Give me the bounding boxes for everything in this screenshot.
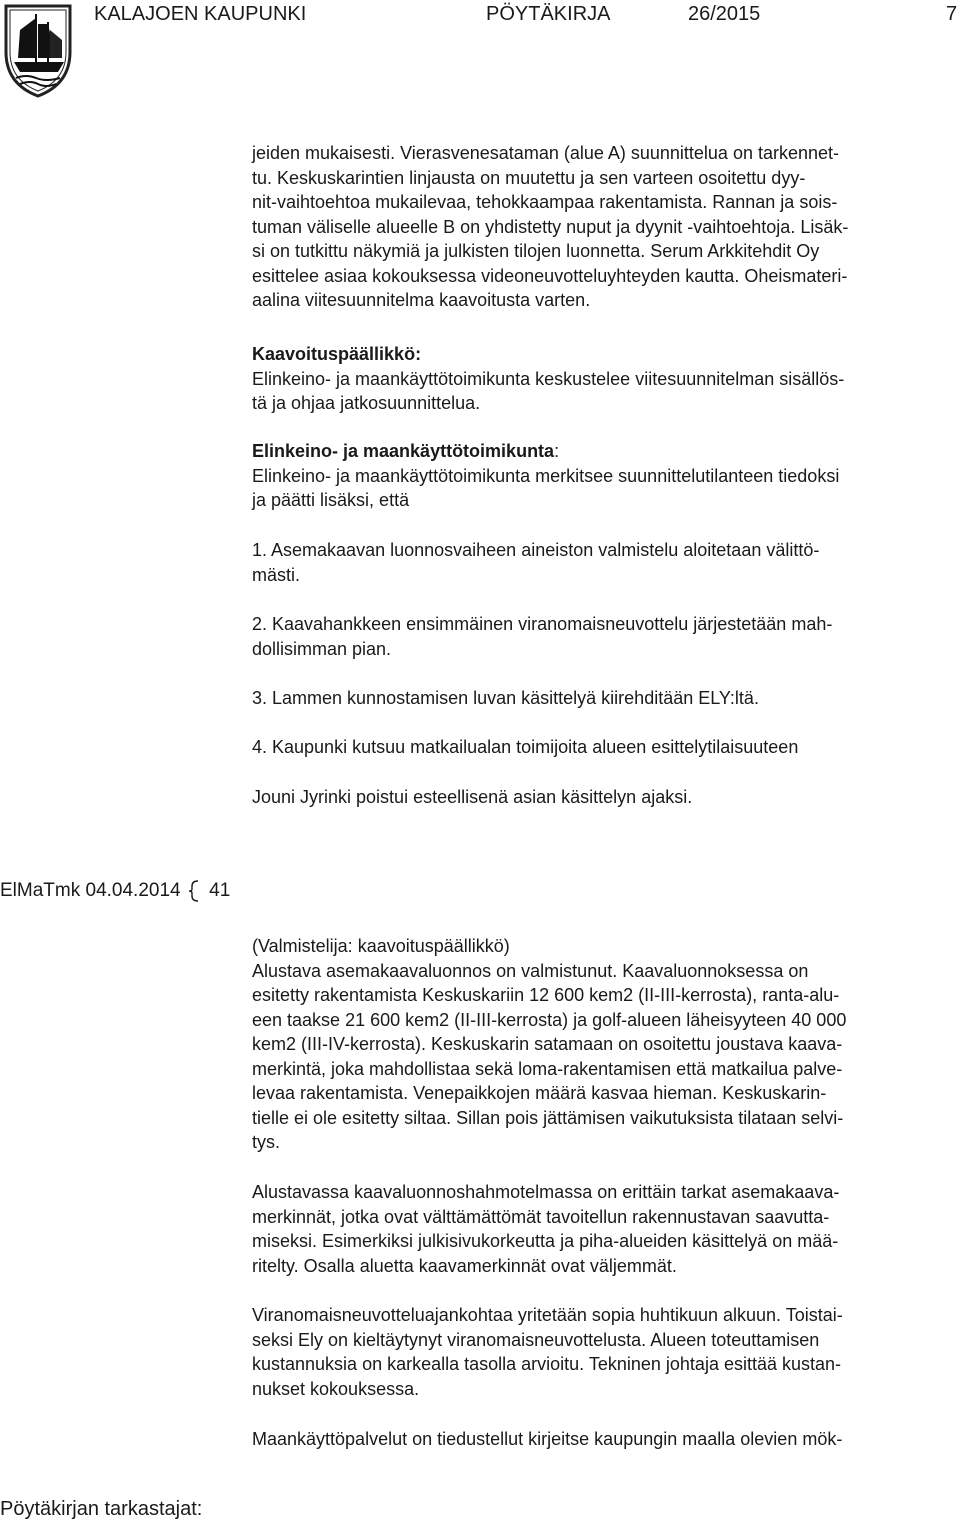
decision-note — [252, 785, 957, 810]
text-line: ritelty. Osalla aluetta kaavamerkinnät ovat väljemmät. — [252, 1255, 677, 1276]
meeting-reference — [0, 879, 230, 904]
text-line: tys. — [252, 1132, 281, 1152]
footer-reviewers-label: Pöytäkirjan tarkastajat: — [0, 1498, 203, 1520]
text-line: mästi. — [252, 564, 301, 585]
decision-item-3 — [252, 686, 957, 711]
text-line: 1. Asemakaavan luonnosvaiheen aineiston valmistelu aloitetaan välittö- — [252, 540, 820, 560]
decision-heading-colon: : — [554, 441, 560, 461]
decision-section — [252, 439, 957, 513]
text-line: Viranomaisneuvotteluajankohtaa yritetään sopia huhtikuun alkuun. Toistai- — [252, 1305, 843, 1325]
paragraph-4 — [252, 1427, 957, 1452]
text-line: nukset kokouksessa. — [252, 1378, 420, 1399]
decision-heading-row — [252, 439, 957, 464]
text-line: esittelee asiaa kokouksessa videoneuvotteluyhteyden kautta. Oheismateri- — [252, 265, 848, 286]
municipality-name: KALAJOEN KAUPUNKI — [94, 3, 307, 25]
text-line: tä ja ohjaa jatkosuunnittelua. — [252, 393, 481, 413]
text-line: jeiden mukaisesti. Vierasvenesataman (alue A) suunnittelua on tarkennet- — [252, 143, 840, 163]
preparer-line: (Valmistelija: kaavoituspäällikkö) — [252, 936, 510, 956]
text-line: si on tutkittu näkymiä ja julkisten tilojen luonnetta. Serum Arkkitehdit Oy — [252, 241, 820, 261]
text-line: Maankäyttöpalvelut on tiedustellut kirjeitse kaupungin maalla olevien mök- — [252, 1429, 843, 1449]
paragraph-2 — [252, 1180, 957, 1278]
section-brace-icon — [188, 880, 202, 902]
text-line: tielle ei ole esitetty siltaa. Sillan pois jättämisen vaikutuksista tilataan selvi- — [252, 1107, 844, 1128]
text-line: kem2 (III-IV-kerrosta). Keskuskarin satamaan on osoitettu joustava kaava- — [252, 1034, 843, 1054]
text-line: levaa rakentamista. Venepaikkojen määrä kasvaa hieman. Keskuskarin- — [252, 1083, 827, 1103]
decision-item-4 — [252, 735, 957, 760]
decision-item-1 — [252, 538, 957, 587]
decision-item-2 — [252, 612, 957, 661]
text-line: merkinnät, jotka ovat välttämättömät tavoitellun rakennustavan saavutta- — [252, 1206, 830, 1227]
text-line: 3. Lammen kunnostamisen luvan käsittelyä kiirehditään ELY:ltä. — [252, 688, 759, 708]
proposal-heading: Kaavoituspäällikkö: — [252, 344, 422, 364]
decision-heading: Elinkeino- ja maankäyttötoimikunta — [252, 441, 555, 461]
text-line: 4. Kaupunki kutsuu matkailualan toimijoita alueen esittelytilaisuuteen — [252, 737, 799, 757]
text-line: miseksi. Esimerkiksi julkisivukorkeutta ja piha-alueiden käsittelyä on mää- — [252, 1231, 839, 1251]
text-line: seksi Ely on kieltäytynyt viranomaisneuvottelusta. Alueen toteuttamisen — [252, 1329, 820, 1350]
paragraph-3 — [252, 1303, 957, 1401]
text-line: 2. Kaavahankkeen ensimmäinen viranomaisneuvottelu järjestetään mah- — [252, 614, 833, 634]
text-line: Jouni Jyrinki poistui esteellisenä asian käsittelyn ajaksi. — [252, 787, 693, 807]
document-number: 26/2015 — [688, 3, 761, 25]
text-line: een taakse 21 600 kem2 (II-III-kerrosta) ja golf-alueen läheisyyteen 40 000 — [252, 1009, 847, 1030]
text-line: esitetty rakentamista Keskuskariin 12 600 kem2 (II-III-kerrosta), ranta-alu- — [252, 985, 840, 1005]
text-line: merkintä, joka mahdollistaa sekä loma-rakentamisen että matkailua palve- — [252, 1058, 843, 1079]
text-line: kustannuksia on karkealla tasolla arvioitu. Tekninen johtaja esittää kustan- — [252, 1354, 842, 1374]
meeting-reference-label: ElMaTmk 04.04.2014 — [0, 880, 181, 901]
document-type: PÖYTÄKIRJA — [486, 3, 611, 25]
section-intro-paragraph — [252, 141, 957, 313]
text-line: aalina viitesuunnitelma kaavoitusta varten. — [252, 290, 591, 310]
coat-of-arms-ship-icon — [2, 0, 74, 100]
text-line: ja päätti lisäksi, että — [252, 490, 410, 510]
text-line: Alustava asemakaavaluonnos on valmistunut. Kaavaluonnoksessa on — [252, 960, 809, 981]
preparation-section — [252, 934, 957, 1155]
text-line: tuman väliselle alueelle B on yhdistetty nuput ja dyynit -vaihtoehtoja. Lisäk- — [252, 216, 849, 237]
text-line: Alustavassa kaavaluonnoshahmotelmassa on erittäin tarkat asemakaava- — [252, 1182, 840, 1202]
page-number: 7 — [946, 3, 958, 25]
text-line: tu. Keskuskarintien linjausta on muutettu ja sen varteen osoitettu dyy- — [252, 167, 806, 188]
text-line: dollisimman pian. — [252, 638, 392, 659]
proposal-section — [252, 342, 957, 416]
text-line: Elinkeino- ja maankäyttötoimikunta merkitsee suunnittelutilanteen tiedoksi — [252, 465, 840, 486]
text-line: nit-vaihtoehtoa mukailevaa, tehokkaampaa rakentamista. Rannan ja sois- — [252, 192, 838, 212]
text-line: Elinkeino- ja maankäyttötoimikunta keskustelee viitesuunnitelman sisällös- — [252, 368, 845, 389]
meeting-reference-number: 41 — [209, 880, 231, 901]
page-header — [0, 0, 960, 28]
